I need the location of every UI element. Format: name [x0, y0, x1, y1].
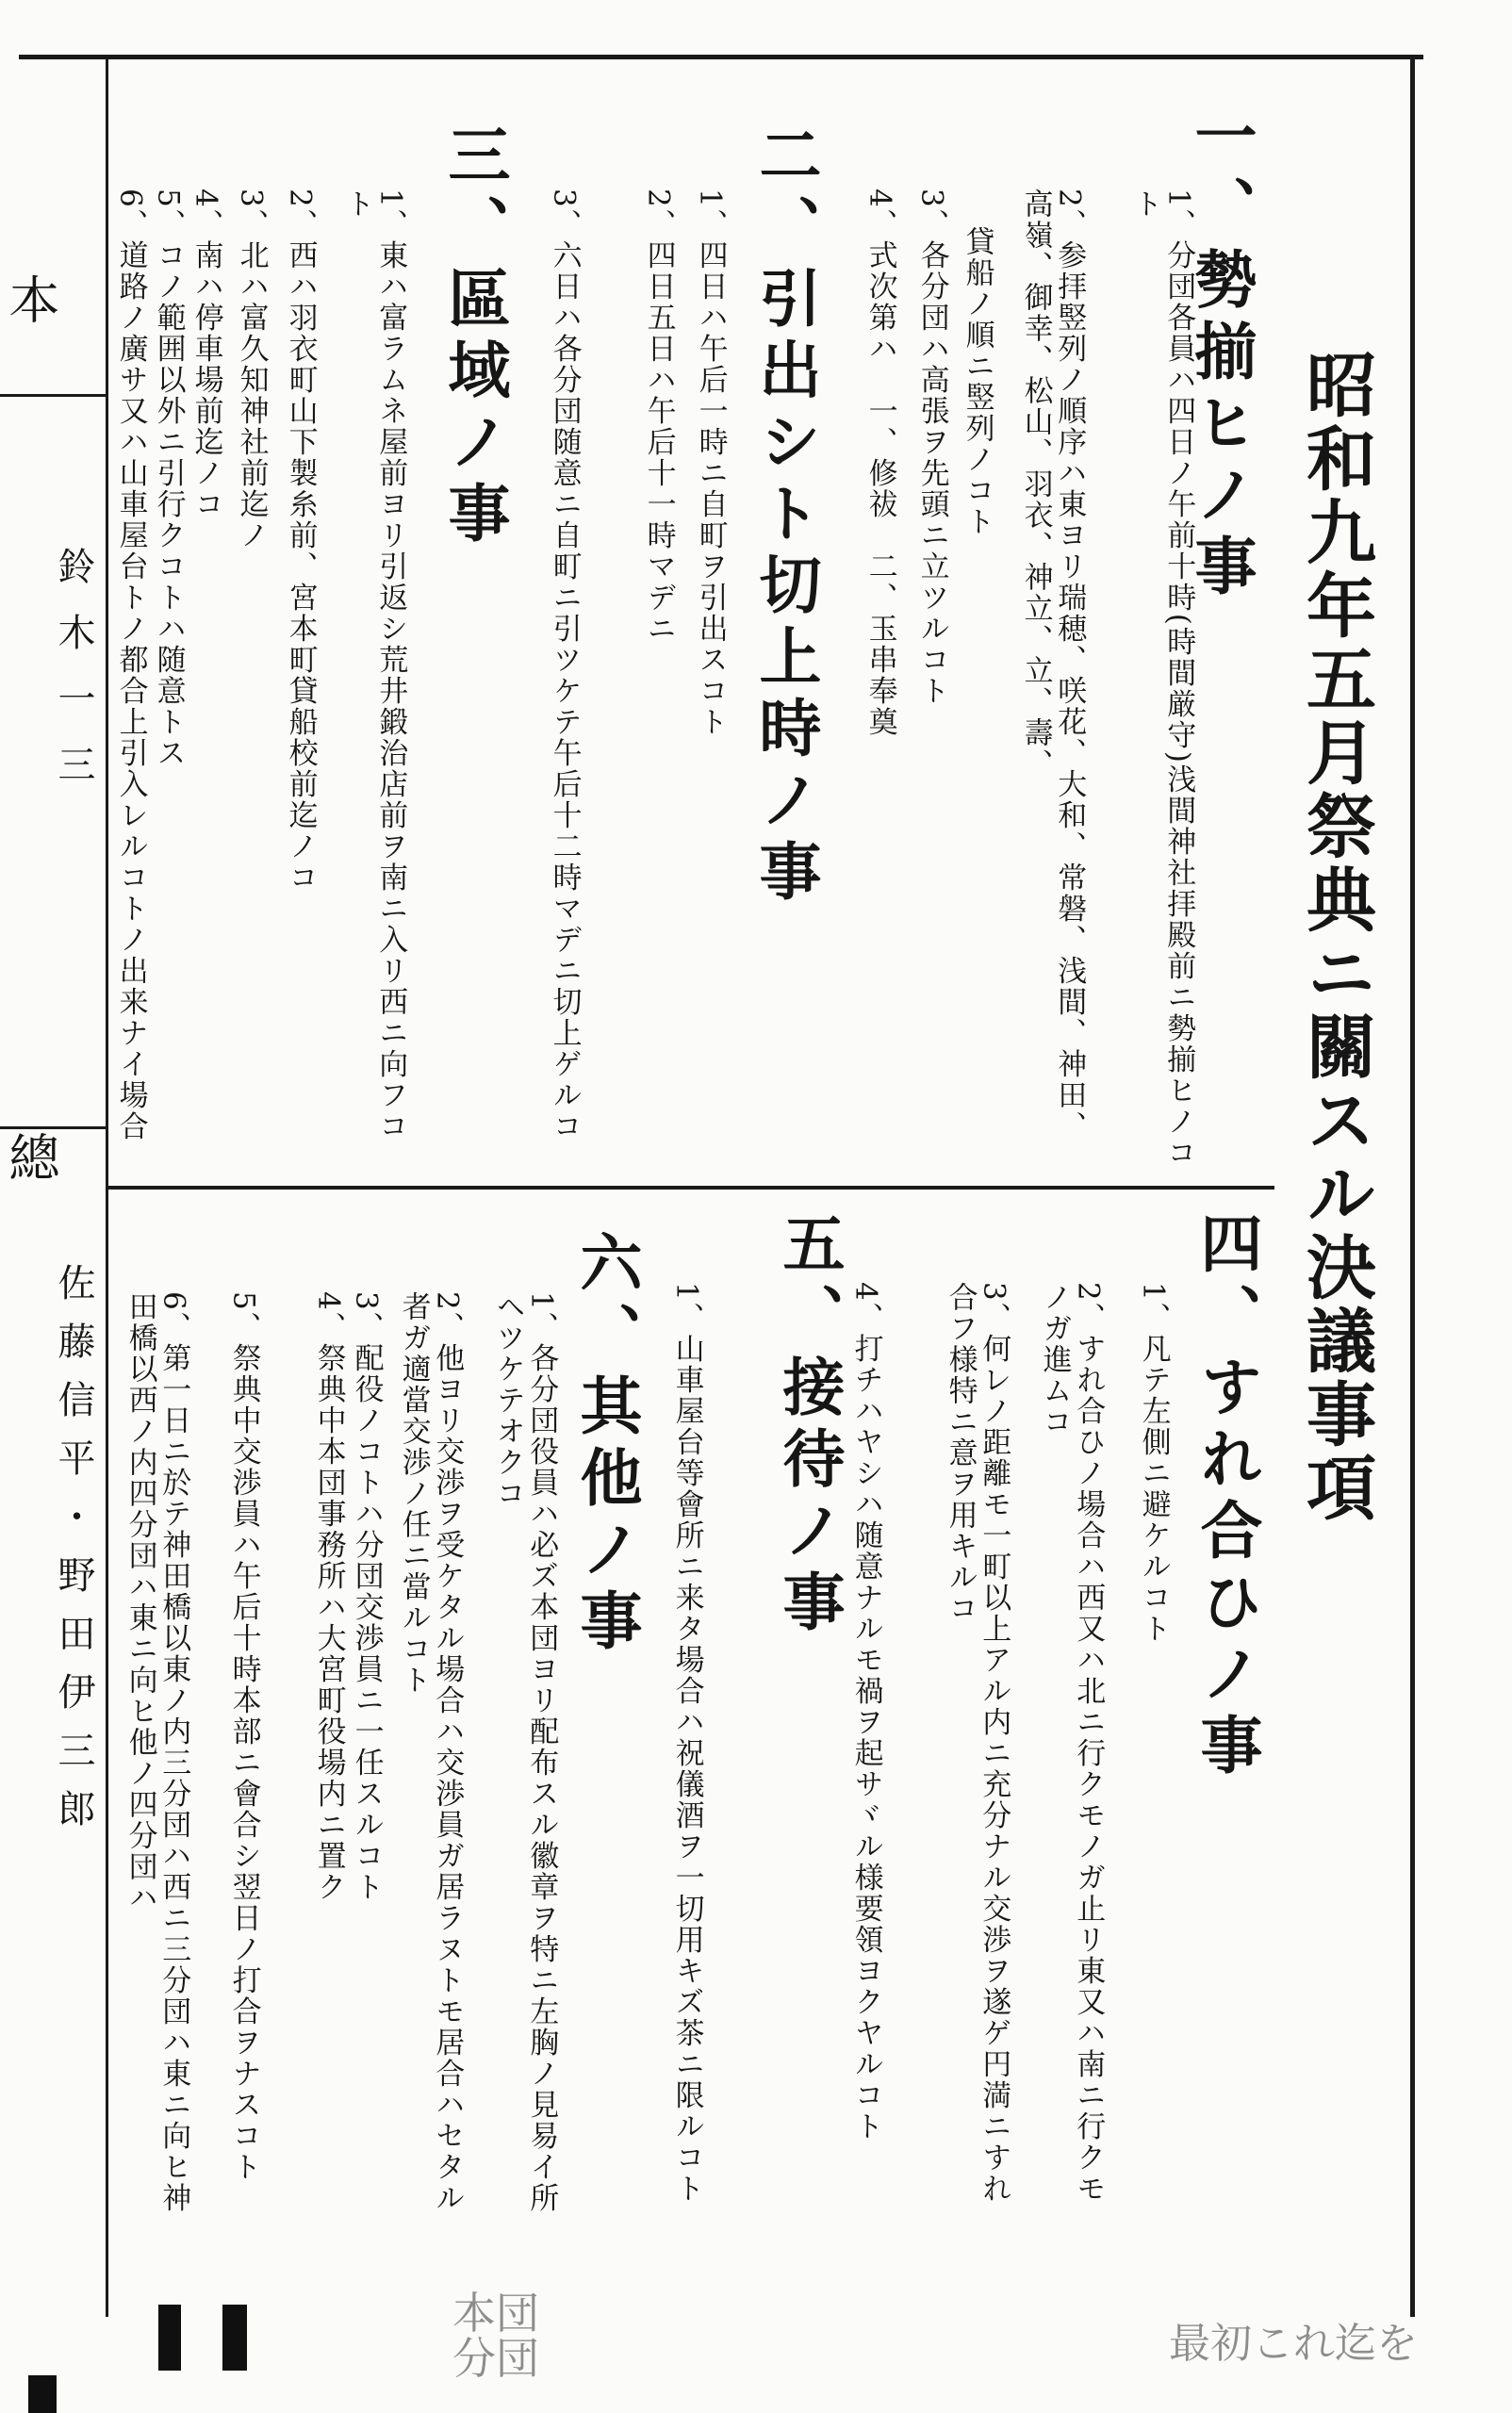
section-1-item-2-cont: 貸船ノ順ニ竪列ノコト: [960, 226, 994, 537]
margin-fragment-top: 本: [1, 273, 60, 353]
section-2-item-2: 2、四日五日ハ午后十一時マデニ: [641, 189, 676, 645]
section-2-item-3: 3、六日ハ各分団随意ニ自町ニ引ツケテ午后十二時マデニ切上ゲルコ: [547, 189, 582, 1142]
section-1-item-4: 4、式次第ハ 一、修祓 二、玉串奉奠: [863, 189, 897, 738]
pencil-note-bottom-center: [452, 2288, 539, 2385]
pencil-note-line-2: 分団: [452, 2333, 539, 2385]
section-6-item-6: 6、第一日ニ於テ神田橋以東ノ内三分団ハ西ニ三分団ハ東ニ向ヒ神田橋以西ノ内四分団ハ東ニ向ヒ他ノ四分団ハ: [123, 1291, 191, 2214]
section-3-item-1: 1、東ハ富ラムネ屋前ヨリ引返シ荒井鍛治店前ヲ南ニ入リ西ニ向フコト: [339, 189, 408, 1142]
ink-mark-1: [158, 2305, 181, 2371]
section-4-item-3: 3、何レノ距離モ一町以上アル内ニ充分ナル交渉ヲ遂ゲ円満ニすれ合フ様特ニ意ヲ用キルコ: [943, 1282, 1011, 2205]
section-1-item-3: 3、各分団ハ高張ヲ先頭ニ立ツルコト: [914, 189, 949, 707]
ink-mark-3: [28, 2375, 57, 2413]
section-1-heading: 一、勢揃ヒノ事: [1184, 104, 1257, 605]
middle-divider: [106, 1186, 1274, 1190]
right-border: [1410, 55, 1415, 2317]
section-4-heading: 四、すれ合ひノ事: [1190, 1211, 1263, 1784]
section-3-item-4: 4、南ハ停車場前迄ノコ: [189, 189, 223, 520]
ink-mark-2: [222, 2305, 247, 2371]
margin-fragment-bottom: 總: [1, 1131, 60, 1210]
section-6-heading: 六、其他ノ事: [569, 1230, 643, 1660]
top-border: [19, 55, 1423, 59]
section-2-heading: 二、引出シト切上時ノ事: [748, 123, 822, 911]
margin-names-bottom: 佐藤信平・野田伊三郎: [52, 1263, 95, 1847]
section-6-item-4: 4、祭典中本団事務所ハ大宮町役場内ニ置ク: [311, 1291, 346, 1903]
margin-names-top: 鈴木一三: [52, 547, 95, 811]
section-3-heading: 三、區域ノ事: [437, 123, 511, 552]
section-6-item-2: 2、他ヨリ交渉ヲ受ケタル場合ハ交渉員ガ居ラヌトモ居合ハセタル者ガ適當交渉ノ任ニ當ルコト: [396, 1291, 465, 2214]
section-5-heading: 五、接待ノ事: [772, 1211, 846, 1641]
section-4-item-2: 2、すれ合ひノ場合ハ西又ハ北ニ行クモノガ止リ東又ハ南ニ行クモノガ進ムコ: [1037, 1282, 1106, 2205]
margin-divider-2: [0, 1126, 106, 1129]
section-6-item-1: 1、各分団役員ハ必ズ本団ヨリ配布スル徽章ヲ特ニ左胸ノ見易イ所ヘツケテオクコ: [490, 1291, 559, 2214]
left-margin-rule: [106, 55, 108, 2317]
section-5-item-1: 1、山車屋台等會所ニ来タ場合ハ祝儀酒ヲ一切用キズ茶ニ限ルコト: [669, 1282, 704, 2205]
section-6-item-5: 5、祭典中交渉員ハ午后十時本部ニ會合シ翌日ノ打合ヲナスコト: [226, 1291, 261, 2183]
section-4-item-4: 4、打チハヤシハ随意ナルモ禍ヲ起サヾル様要領ヨクヤルコト: [848, 1282, 883, 2142]
section-6-item-3: 3、配役ノコトハ分団交渉員ニ一任スルコト: [349, 1291, 384, 1903]
section-4-item-1: 1、凡テ左側ニ避ケルコト: [1136, 1282, 1171, 1645]
section-3-item-5: 5、コノ範囲以外ニ引行クコトハ随意トス: [151, 189, 186, 769]
pencil-note-line-1: 本団: [452, 2288, 539, 2339]
section-1-item-1: 1、分団各員ハ四日ノ午前十時(時間厳守)浅間神社拝殿前ニ勢揃ヒノコト: [1127, 189, 1196, 1169]
section-3-item-3: 3、北ハ富久知神社前迄ノ: [234, 189, 269, 551]
document-title: 昭和九年五月祭典ニ關スル決議事項: [1295, 349, 1376, 1525]
section-3-item-2: 2、西ハ羽衣町山下製糸前、宮本町貸船校前迄ノコ: [283, 189, 318, 894]
pencil-note-bottom-right: 最初これ迄を: [1169, 2320, 1418, 2368]
section-2-item-1: 1、四日ハ午后一時ニ自町ヲ引出スコト: [693, 189, 728, 738]
section-1-item-2: 2、参拝竪列ノ順序ハ東ヨリ瑞穂、咲花、大和、常磐、浅間、神田、高嶺、御幸、松山、羽衣、神立、立、壽、: [1018, 189, 1087, 1142]
margin-divider-1: [0, 394, 106, 397]
section-3-item-6: 6、道路ノ廣サ又ハ山車屋台トノ都合上引入レルコトノ出来ナイ場合: [113, 189, 148, 1142]
